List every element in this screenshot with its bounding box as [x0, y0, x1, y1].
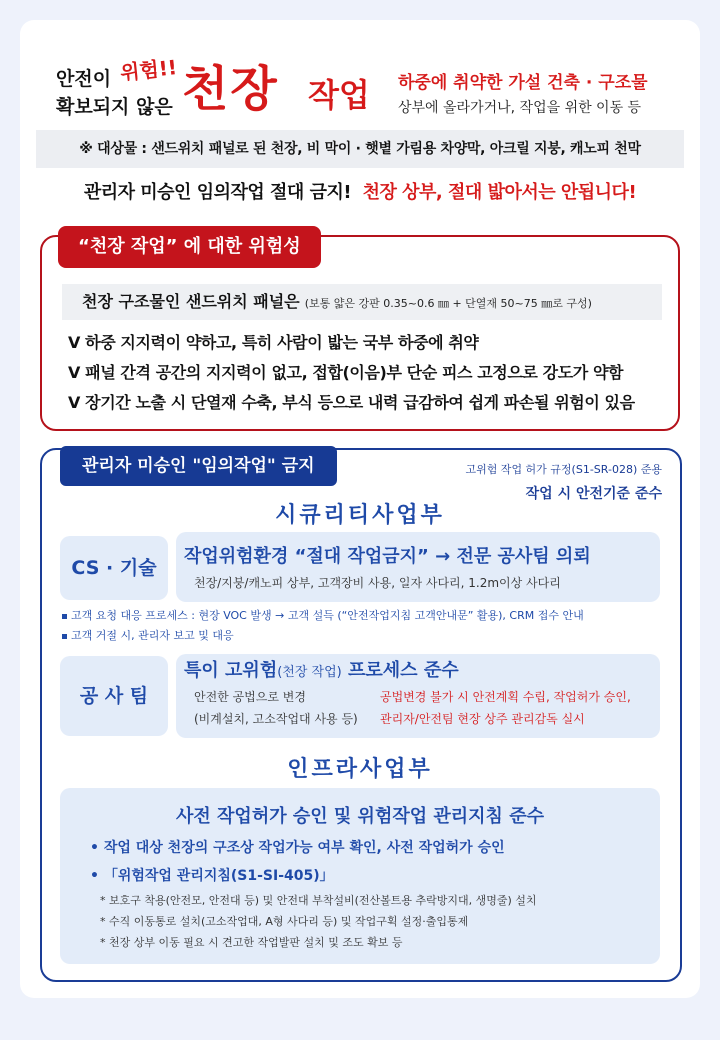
sandwich-panel-bar — [62, 284, 662, 320]
square-bullet-icon — [62, 634, 67, 639]
infra-items — [90, 834, 505, 890]
risk-item: V 패널 간격 공간의 지지력이 없고, 접합(이음)부 단순 피스 고정으로 강도가 약함 — [68, 363, 624, 382]
square-bullet-icon — [62, 614, 67, 619]
ban-headline — [20, 178, 700, 204]
risk-section-tag: “천장 작업” 에 대한 위험성 — [58, 226, 321, 268]
cs-head: 작업위험환경 “절대 작업금지” → 전문 공사팀 의뢰 — [184, 546, 591, 567]
target-objects-bar: ※ 대상물 : 샌드위치 패널로 된 천장, 비 막이 · 햇볕 가림용 차양막, 아크릴 지붕, 캐노피 천막 — [36, 130, 684, 168]
list-item: * 천장 상부 이동 필요 시 견고한 작업발판 설치 및 조도 확보 등 — [100, 936, 403, 949]
ban-headline-red: 천장 상부, 절대 밟아서는 안됩니다! — [362, 182, 637, 203]
title-work: 작업 — [308, 76, 370, 114]
list-item: * 보호구 착용(안전모, 안전대 등) 및 안전대 부착설비(전산볼트용 추락방지대, 생명줄) 설치 — [100, 894, 537, 907]
construction-left: 안전한 공법으로 변경 (비계설치, 고소작업대 사용 등) — [194, 690, 358, 726]
infra-division-title: 인프라사업부 — [287, 757, 433, 782]
title-ceiling: 천장 — [182, 61, 279, 117]
cs-bullets — [62, 606, 584, 646]
risk-item: V 장기간 노출 시 단열재 수축, 부식 등으로 내력 급감하여 쉽게 파손될 위험이 있음 — [68, 393, 635, 412]
header-right-line1: 하중에 취약한 가설 건축 · 구조물 — [398, 73, 648, 93]
infra-head: 사전 작업허가 승인 및 위험작업 관리지침 준수 — [176, 806, 544, 827]
list-item: * 수직 이동통로 설치(고소작업대, A형 사다리 등) 및 작업구획 설정·출입통제 — [100, 915, 469, 928]
danger-label: 위험!! — [119, 55, 179, 85]
cs-sub: 천장/지붕/캐노피 상부, 고객장비 사용, 일자 사다리, 1.2m이상 사다리 — [194, 576, 561, 590]
construction-label: 공 사 팀 — [60, 656, 168, 736]
header-right-line2: 상부에 올라가거나, 작업을 위한 이동 등 — [398, 100, 642, 116]
infra-notes — [100, 890, 537, 953]
ban-section-tag: 관리자 미승인 "임의작업" 금지 — [60, 446, 337, 486]
risk-item: V 하중 지지력이 약하고, 특히 사람이 밟는 국부 하중에 취약 — [68, 333, 479, 352]
header-left-line2: 확보되지 않은 — [56, 96, 173, 118]
header-left-line1: 안전이 — [56, 68, 112, 90]
list-item: • 「위험작업 관리지침(S1-SI-405)」 — [90, 868, 334, 884]
construction-right: 공법변경 불가 시 안전계획 수립, 작업허가 승인, 관리자/안전팀 현장 상주 관리감독 실시 — [380, 690, 631, 726]
rule-comply: 작업 시 안전기준 준수 — [525, 486, 662, 502]
list-item: 고객 요청 대응 프로세스 : 현장 VOC 발생 → 고객 설득 (“안전작업지침 고객안내문” 활용), CRM 접수 안내 — [62, 606, 584, 626]
list-item: 고객 거절 시, 관리자 보고 및 대응 — [62, 626, 584, 646]
cs-label: CS · 기술 — [60, 536, 168, 600]
list-item: • 작업 대상 천장의 구조상 작업가능 여부 확인, 사전 작업허가 승인 — [90, 840, 505, 856]
risk-list — [68, 328, 635, 418]
sandwich-sub: (보통 얇은 강판 0.35~0.6 ㎜ + 단열재 50~75 ㎜로 구성) — [304, 297, 592, 310]
ban-headline-black: 관리자 미승인 임의작업 절대 금지! — [83, 182, 352, 203]
rule-reference: 고위험 작업 허가 규정(S1-SR-028) 준용 — [465, 463, 662, 476]
security-division-title: 시큐리티사업부 — [275, 503, 445, 528]
sandwich-main: 천장 구조물인 샌드위치 패널은 — [82, 292, 300, 311]
construction-head: 특이 고위험(천장 작업) 프로세스 준수 — [184, 660, 459, 681]
poster-card — [20, 20, 700, 998]
